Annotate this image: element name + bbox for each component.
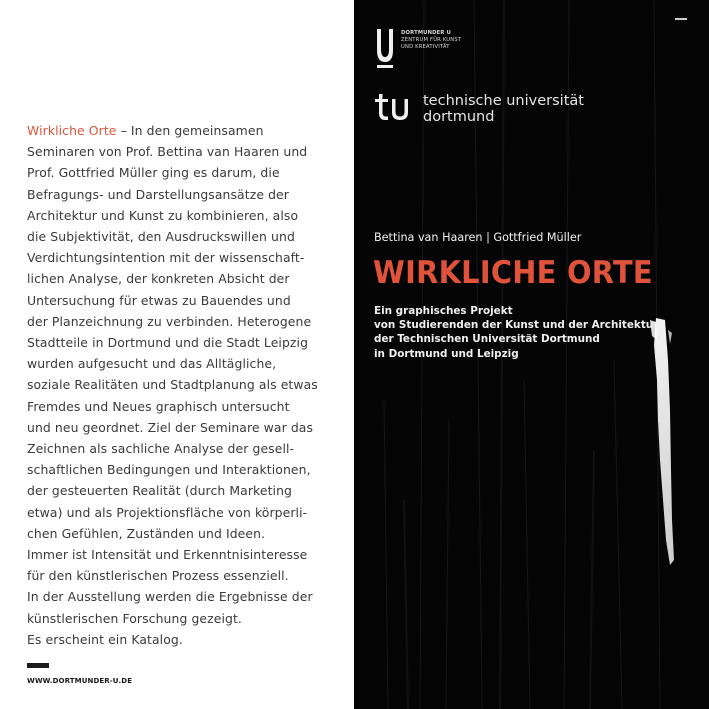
intro-first-line-rest: – In den gemeinsamen [116, 123, 264, 138]
tu-dortmund-wordmark [423, 93, 584, 125]
cover-title: WIRKLICHE ORTE [373, 255, 653, 291]
intro-line: für den künstlerischen Prozess essenziell. [27, 568, 289, 584]
tu-dortmund-logo-icon [374, 92, 414, 124]
intro-text [27, 120, 327, 650]
intro-line: Befragungs- und Darstellungsansätze der [27, 186, 289, 202]
intro-line: Fremdes und Neues graphisch untersucht [27, 398, 290, 414]
subtitle-line: von Studierenden der Kunst und der Architektur [374, 319, 659, 332]
intro-line: künstlerischen Forschung gezeigt. [27, 610, 242, 626]
intro-line: In der Ausstellung werden die Ergebnisse der [27, 589, 313, 605]
intro-line: chen Gefühlen, Zuständen und Ideen. [27, 525, 266, 541]
intro-line: der gesteuerten Realität (durch Marketing [27, 483, 293, 499]
intro-line: der Planzeichnung zu verbinden. Heterogene [27, 313, 312, 329]
intro-line: Untersuchung für etwas zu Bauendes und [27, 292, 291, 308]
cover-subtitle [374, 304, 658, 361]
dortmunder-u-wordmark [401, 30, 461, 51]
tu-line2: dortmund [423, 109, 495, 125]
intro-line: Verdichtungsintention mit der wissenschaft- [27, 250, 305, 266]
intro-highlight: Wirkliche Orte [27, 123, 117, 138]
left-page [0, 0, 354, 709]
intro-line: Prof. Gottfried Müller ging es darum, die [27, 165, 280, 181]
u-line1: ZENTRUM FÜR KUNST [401, 37, 462, 43]
intro-line: Immer ist Intensität und Erkenntnisinteresse [27, 547, 308, 563]
intro-line: Seminaren von Prof. Bettina van Haaren und [27, 144, 308, 160]
u-line2: UND KREATIVITÄT [401, 44, 450, 50]
intro-line: lichen Analyse, der konkreten Absicht der [27, 271, 290, 287]
subtitle-line: Ein graphisches Projekt [374, 305, 513, 317]
u-name: DORTMUNDER U [401, 30, 451, 36]
authors-line: Bettina van Haaren | Gottfried Müller [374, 231, 582, 244]
footer-bar-mark [27, 663, 49, 668]
intro-line: Architektur und Kunst zu kombinieren, also [27, 207, 299, 223]
intro-line: Stadtteile in Dortmund und die Stadt Leipzig [27, 335, 309, 351]
dortmunder-u-logo-icon [374, 27, 396, 71]
intro-line: etwa) und als Projektionsfläche von körperli- [27, 504, 308, 520]
intro-line: Zeichnen als sachliche Analyse der gesell- [27, 441, 295, 457]
corner-mark [675, 18, 687, 20]
intro-first-line [27, 120, 327, 141]
subtitle-line: in Dortmund und Leipzig [374, 347, 519, 360]
cover-page [354, 0, 709, 709]
tu-line1: technische universität [423, 93, 584, 109]
footer-url-link[interactable]: WWW.DORTMUNDER-U.DE [27, 677, 133, 685]
intro-line: Es erscheint ein Katalog. [27, 631, 183, 647]
intro-line: schaftlichen Bedingungen und Interaktionen, [27, 462, 311, 478]
subtitle-line: der Technischen Universität Dortmund [374, 333, 600, 346]
intro-line: und neu geordnet. Ziel der Seminare war das [27, 419, 314, 435]
intro-line: soziale Realitäten und Stadtplanung als etwas [27, 377, 318, 393]
intro-line: die Subjektivität, den Ausdruckswillen und [27, 229, 295, 245]
intro-line: wurden aufgesucht und das Alltägliche, [27, 356, 277, 372]
